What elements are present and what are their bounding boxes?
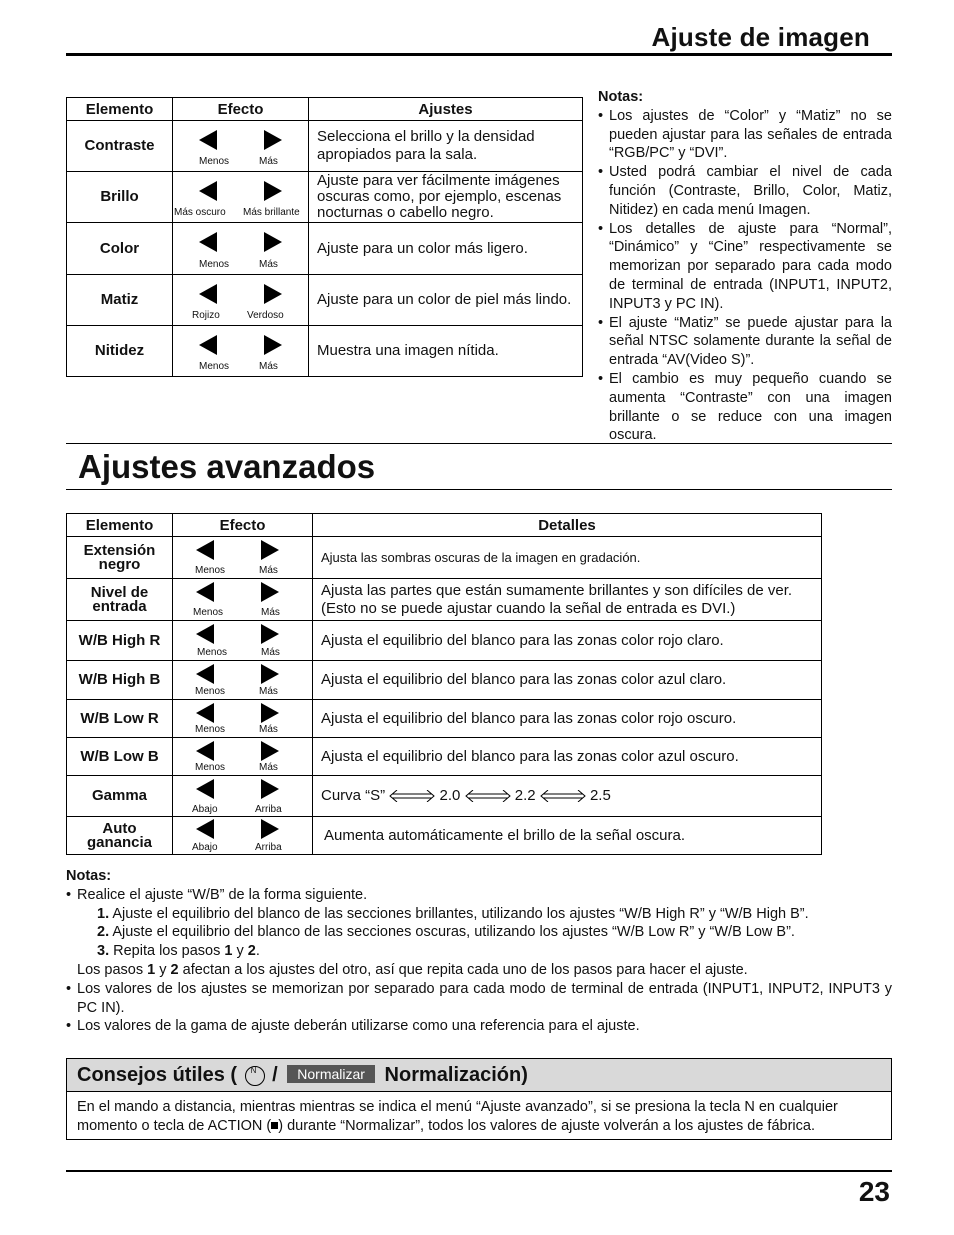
double-arrow-icon (389, 790, 435, 802)
right-label: Más (259, 361, 278, 372)
col-header-elemento: Elemento (67, 98, 173, 121)
normalize-button-icon: Normalizar (287, 1065, 375, 1083)
right-arrow-icon (261, 624, 279, 644)
element-line2: negro (98, 555, 141, 573)
step-ref: 1 (224, 943, 233, 960)
page-title: Ajustes avanzados (78, 448, 376, 485)
effect-cell (173, 579, 313, 621)
advanced-settings-table (66, 513, 822, 855)
element-line2: entrada (92, 597, 147, 615)
right-arrow-icon (261, 540, 279, 560)
table-row (67, 621, 822, 661)
note-item: • El ajuste “Matiz” se puede ajustar para la señal NTSC solamente durante la señal de entrada “AV(Video S)”. (598, 314, 892, 370)
row-element (67, 661, 173, 700)
right-label: Arriba (255, 842, 282, 853)
right-arrow-icon (261, 703, 279, 723)
row-element: Contraste (67, 121, 173, 172)
row-element (67, 738, 173, 776)
gamma-prefix: Curva “S” (321, 787, 386, 804)
row-description: Ajuste para ver fácilmente imágenes oscuras como, por ejemplo, escenas nocturnas o cabello negro. (309, 172, 583, 223)
side-notes (598, 88, 892, 445)
effect-cell (173, 172, 309, 223)
tips-title-start: Consejos útiles ( (77, 1064, 238, 1086)
left-arrow-icon (199, 335, 217, 355)
step-ref: 2 (247, 943, 256, 960)
row-element: Color (67, 223, 173, 275)
right-label: Más (259, 724, 278, 735)
gamma-value: 2.0 (439, 787, 461, 804)
table-row (67, 579, 822, 621)
right-arrow-icon (261, 741, 279, 761)
section-divider (66, 443, 892, 444)
section-title: Ajuste de imagen (651, 22, 870, 52)
effect-cell (173, 275, 309, 326)
left-label: Menos (195, 686, 226, 697)
step-text: Ajuste el equilibrio del blanco de las secciones brillantes, utilizando los ajustes “W/B High R” y “W/B High B”. (112, 905, 809, 922)
left-label: Más oscuro (174, 207, 226, 218)
table-row (67, 121, 583, 172)
row-description: Selecciona el brillo y la densidad apropiados para la sala. (309, 121, 583, 172)
col-header-detalles: Detalles (313, 514, 822, 537)
effect-cell (173, 537, 313, 579)
right-label: Más (259, 259, 278, 270)
step-number: 1. (97, 905, 110, 922)
title-underline (66, 489, 892, 490)
col-header-efecto: Efecto (173, 514, 313, 537)
row-element: Nitidez (67, 326, 173, 377)
step-text: Ajuste el equilibrio del blanco de las secciones oscuras, utilizando los ajustes “W/B Low R” y “W/B Low B”. (112, 924, 795, 941)
row-description: Ajusta las partes que están sumamente brillantes y son difíciles de ver. (Esto no se puede ajustar cuando la señal de entrada es DVI.) (313, 579, 822, 621)
tips-text: ) durante “Normalizar”, todos los valores de ajuste volverán a los ajustes de fábrica. (278, 1117, 815, 1134)
effect-cell (173, 700, 313, 738)
element-line1: W/B Low R (80, 709, 159, 727)
right-arrow-icon (264, 284, 282, 304)
repeat-text: y (155, 961, 171, 978)
left-arrow-icon (199, 284, 217, 304)
step-item (66, 923, 892, 942)
n-button-icon (245, 1066, 265, 1086)
left-label: Menos (193, 607, 224, 618)
right-label: Más (259, 762, 278, 773)
note-item: • Los valores de los ajustes se memorizan por separado para cada modo de terminal de entrada (INPUT1, INPUT2, INPUT3 y PC IN). (66, 980, 892, 1018)
header-rule (66, 53, 892, 56)
right-label: Más (259, 565, 278, 576)
right-arrow-icon (261, 779, 279, 799)
note-item: • Los valores de la gama de ajuste deberán utilizarse como una referencia para el ajuste. (66, 1017, 892, 1036)
right-label: Verdoso (247, 310, 284, 321)
row-element: Brillo (67, 172, 173, 223)
left-arrow-icon (199, 130, 217, 150)
repeat-note (66, 961, 892, 980)
row-element (67, 776, 173, 817)
effect-cell (173, 621, 313, 661)
note-item: • Los detalles de ajuste para “Normal”, “Dinámico” y “Cine” respectivamente se memorizan por separado para cada modo de terminal de entrada (INPUT1, INPUT2, INPUT3 y PC IN). (598, 220, 892, 314)
row-element (67, 621, 173, 661)
table-row (67, 537, 822, 579)
row-description: Aumenta automáticamente el brillo de la señal oscura. (313, 817, 822, 855)
table-row (67, 326, 583, 377)
left-arrow-icon (196, 624, 214, 644)
table-row (67, 738, 822, 776)
row-description: Ajusta el equilibrio del blanco para las zonas color azul oscuro. (313, 738, 822, 776)
right-label: Más (259, 156, 278, 167)
step-text: Repita los pasos (113, 943, 225, 960)
tips-box (66, 1058, 892, 1140)
left-label: Rojizo (192, 310, 220, 321)
right-label: Más (259, 686, 278, 697)
row-description: Ajusta el equilibrio del blanco para las zonas color rojo oscuro. (313, 700, 822, 738)
tips-title-end: Normalización) (384, 1064, 528, 1086)
right-label: Arriba (255, 804, 282, 815)
notes-title: Notas: (66, 868, 112, 884)
table-row (67, 275, 583, 326)
left-label: Menos (199, 361, 230, 372)
left-arrow-icon (196, 582, 214, 602)
right-arrow-icon (264, 181, 282, 201)
table-row (67, 817, 822, 855)
step-ref: 1 (147, 961, 156, 978)
left-label: Menos (195, 724, 226, 735)
row-description: Muestra una imagen nítida. (309, 326, 583, 377)
right-arrow-icon (261, 582, 279, 602)
element-line1: Auto (102, 819, 137, 837)
gamma-description (313, 776, 822, 817)
n-key-label: N (250, 1066, 257, 1075)
right-arrow-icon (264, 130, 282, 150)
step-text: . (255, 943, 260, 960)
effect-cell (173, 661, 313, 700)
left-label: Menos (197, 647, 228, 658)
step-ref: 2 (170, 961, 179, 978)
left-arrow-icon (196, 819, 214, 839)
row-description: Ajusta el equilibrio del blanco para las zonas color rojo claro. (313, 621, 822, 661)
element-line1: W/B Low B (80, 747, 159, 765)
col-header-efecto: Efecto (173, 98, 309, 121)
right-arrow-icon (261, 664, 279, 684)
right-label: Más (261, 607, 280, 618)
left-label: Menos (199, 156, 230, 167)
left-label: Abajo (192, 804, 218, 815)
left-arrow-icon (196, 540, 214, 560)
table-row (67, 700, 822, 738)
note-item: • Usted podrá cambiar el nivel de cada función (Contraste, Brillo, Color, Matiz, Nitidez) en cada menú Imagen. (598, 163, 892, 219)
step-item (66, 905, 892, 924)
left-arrow-icon (196, 741, 214, 761)
gamma-value: 2.2 (514, 787, 536, 804)
row-description: Ajusta el equilibrio del blanco para las zonas color azul claro. (313, 661, 822, 700)
row-element: Matiz (67, 275, 173, 326)
repeat-text: Los pasos (77, 961, 148, 978)
step-number: 2. (97, 924, 110, 941)
double-arrow-icon (540, 790, 586, 802)
row-description: Ajusta las sombras oscuras de la imagen en gradación. (313, 537, 822, 579)
table-row (67, 172, 583, 223)
row-description: Ajuste para un color más ligero. (309, 223, 583, 275)
effect-cell (173, 776, 313, 817)
table-row (67, 223, 583, 275)
row-element (67, 537, 173, 579)
right-label: Más brillante (243, 207, 300, 218)
left-label: Abajo (192, 842, 218, 853)
right-label: Más (261, 647, 280, 658)
tips-body (67, 1092, 891, 1135)
left-label: Menos (199, 259, 230, 270)
left-arrow-icon (196, 703, 214, 723)
element-line1: Gamma (91, 787, 148, 804)
step-item (66, 942, 892, 961)
left-arrow-icon (199, 181, 217, 201)
table-row (67, 661, 822, 700)
element-line1: Extensión (83, 541, 156, 559)
right-arrow-icon (264, 232, 282, 252)
effect-cell (173, 121, 309, 172)
element-line1: W/B High R (78, 631, 161, 649)
right-arrow-icon (261, 819, 279, 839)
image-adjust-table (66, 97, 583, 377)
element-line2: ganancia (86, 833, 153, 851)
left-label: Menos (195, 762, 226, 773)
effect-cell (173, 223, 309, 275)
tips-slash: / (272, 1064, 278, 1086)
col-header-ajustes: Ajustes (309, 98, 583, 121)
tips-header (67, 1059, 891, 1092)
tips-text: En el mando a distancia, mientras mientras se indica el menú “Ajuste avanzado”, si se presiona la tecla N en cualquier momento o tecla de ACTION ( (77, 1099, 838, 1134)
note-item: • Realice el ajuste “W/B” de la forma siguiente. (66, 886, 892, 905)
effect-cell (173, 738, 313, 776)
element-line1: W/B High B (78, 671, 161, 688)
col-header-elemento: Elemento (67, 514, 173, 537)
row-element (67, 700, 173, 738)
bottom-notes (66, 867, 892, 1036)
left-arrow-icon (199, 232, 217, 252)
step-number: 3. (97, 943, 110, 960)
table-row (67, 776, 822, 817)
gamma-value: 2.5 (589, 787, 611, 804)
row-element (67, 579, 173, 621)
effect-cell (173, 817, 313, 855)
page-number: 23 (858, 1176, 890, 1207)
repeat-text: afectan a los ajustes del otro, así que repita cada uno de los pasos para hacer el ajuste. (178, 961, 748, 978)
left-arrow-icon (196, 779, 214, 799)
notes-title: Notas: (598, 89, 644, 105)
left-label: Menos (195, 565, 226, 576)
left-arrow-icon (196, 664, 214, 684)
right-arrow-icon (264, 335, 282, 355)
row-element (67, 817, 173, 855)
element-line1: Nivel de (90, 583, 149, 601)
step-text: y (232, 943, 248, 960)
footer-rule (66, 1170, 892, 1172)
note-item: • Los ajustes de “Color” y “Matiz” no se pueden ajustar para las señales de entrada “RGB/PC” y “DVI”. (598, 107, 892, 163)
effect-cell (173, 326, 309, 377)
note-item: • El cambio es muy pequeño cuando se aumenta “Contraste” con una imagen brillante o se reduce con una imagen oscura. (598, 370, 892, 445)
row-description: Ajuste para un color de piel más lindo. (309, 275, 583, 326)
double-arrow-icon (465, 790, 511, 802)
